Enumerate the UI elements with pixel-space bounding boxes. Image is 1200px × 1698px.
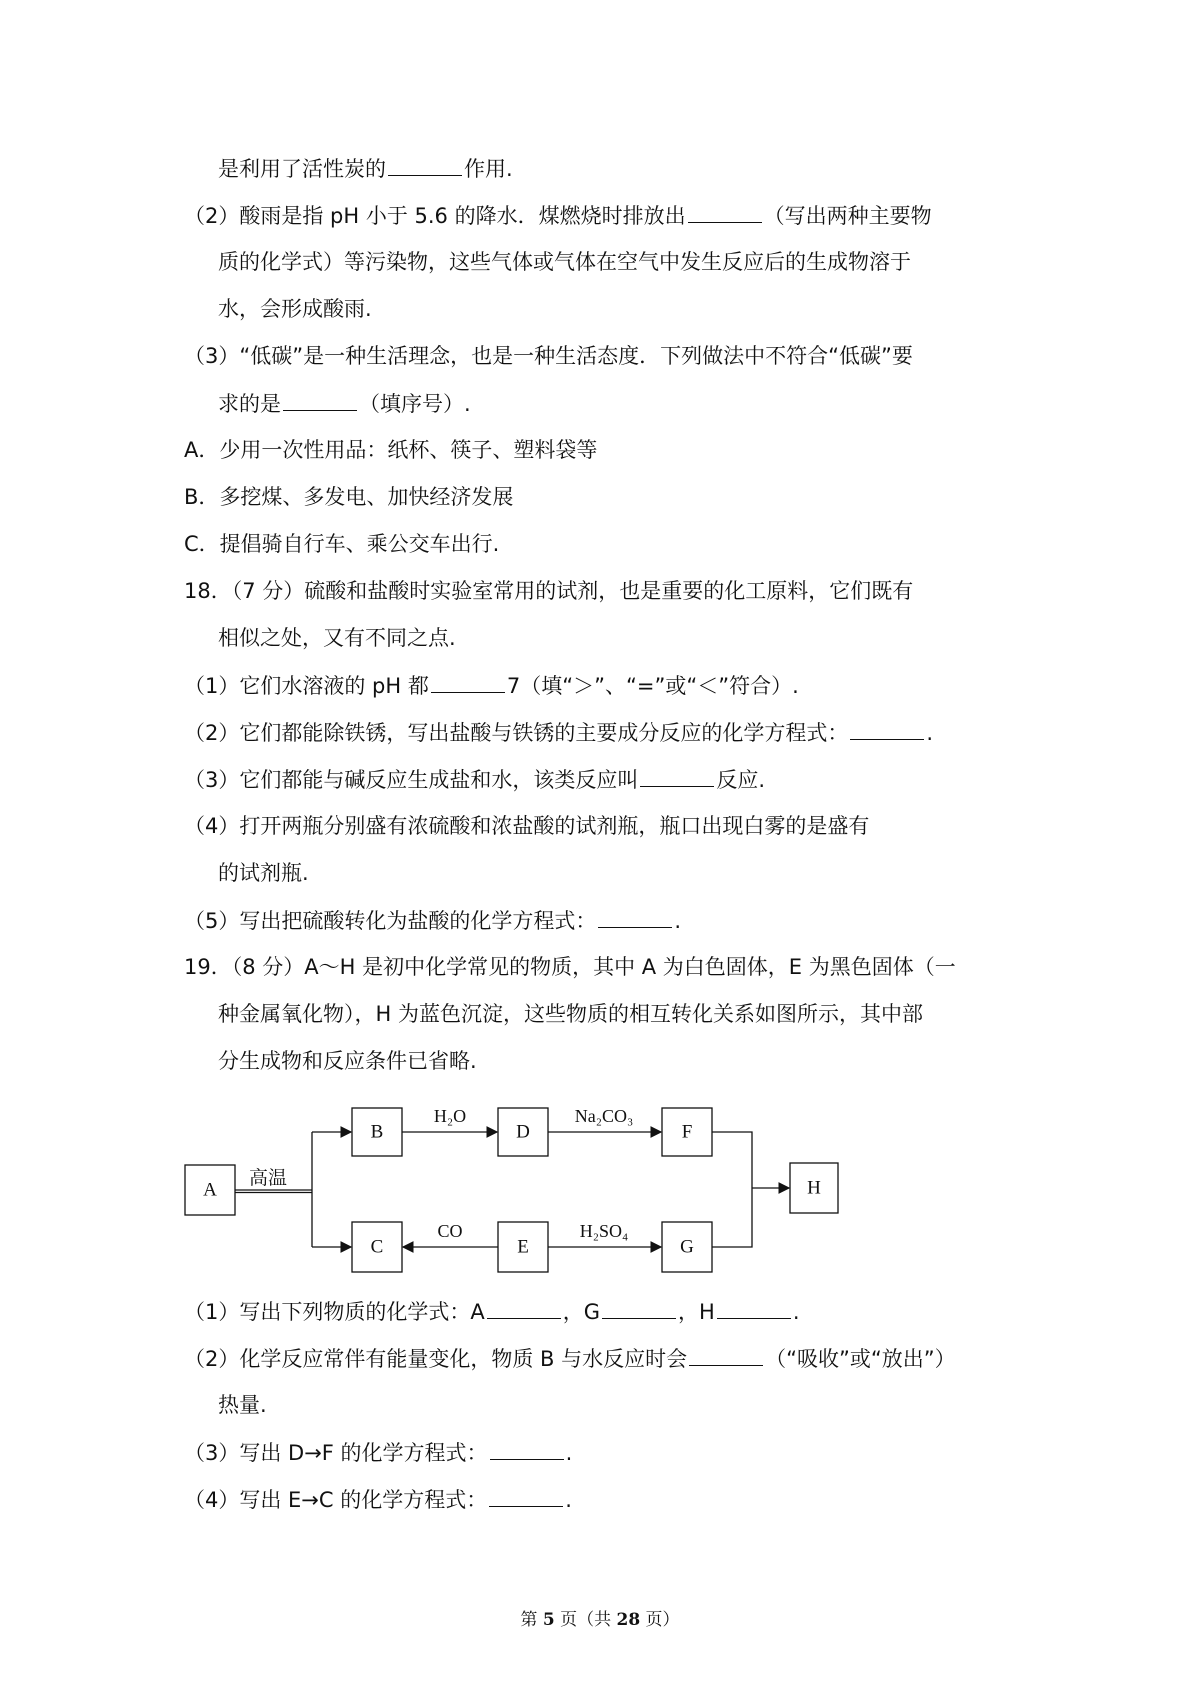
answer-blank[interactable] [283, 388, 357, 411]
text-line: 相似之处，又有不同之点. [218, 626, 456, 650]
text-line: 热量. [218, 1393, 267, 1417]
text-line: 质的化学式）等污染物，这些气体或气体在空气中发生反应后的生成物溶于 [218, 250, 911, 274]
answer-blank[interactable] [487, 1296, 561, 1319]
reagent-label-h2o: H₂O [433, 1106, 467, 1126]
text-line: 是利用了活性炭的 作用. [218, 153, 513, 184]
reagent-label-h2so4: H₂SO₄ [579, 1221, 629, 1241]
box-a-label: A [203, 1179, 217, 1201]
question-19-1: （1）写出下列物质的化学式：A ，G ，H . [184, 1296, 800, 1327]
option-b: B．多挖煤、多发电、加快经济发展 [184, 485, 514, 509]
box-g-label: G [680, 1236, 694, 1258]
condition-label: 高温 [248, 1167, 288, 1189]
question-19-2: （2）化学反应常伴有能量变化，物质 B 与水反应时会 （“吸收”或“放出”） [184, 1343, 956, 1374]
answer-blank[interactable] [490, 1437, 564, 1460]
option-c: C．提倡骑自行车、乘公交车出行. [184, 532, 500, 556]
box-c-label: C [370, 1236, 384, 1258]
reagent-label-na2co3: Na₂CO₃ [574, 1106, 634, 1126]
answer-blank[interactable] [717, 1296, 791, 1319]
question-18-2: （2）它们都能除铁锈，写出盐酸与铁锈的主要成分反应的化学方程式： . [184, 717, 933, 748]
question-18-stem: 18．（7 分）硫酸和盐酸时实验室常用的试剂，也是重要的化工原料，它们既有 [184, 579, 914, 603]
box-h-label: H [807, 1177, 821, 1199]
answer-blank[interactable] [431, 670, 505, 693]
question-19-3: （3）写出 D→F 的化学方程式： . [184, 1437, 572, 1468]
question-18-3: （3）它们都能与碱反应生成盐和水，该类反应叫 反应. [184, 764, 765, 795]
answer-blank[interactable] [598, 905, 672, 928]
option-a: A．少用一次性用品：纸杯、筷子、塑料袋等 [184, 438, 598, 462]
page-number: 5 [542, 1610, 555, 1630]
question-18-5: （5）写出把硫酸转化为盐酸的化学方程式： . [184, 905, 681, 936]
answer-blank[interactable] [689, 1343, 763, 1366]
text-line: 的试剂瓶. [218, 861, 309, 885]
answer-blank[interactable] [640, 764, 714, 787]
text-line: 种金属氧化物），H 为蓝色沉淀，这些物质的相互转化关系如图所示，其中部 [218, 1002, 923, 1026]
box-e-label: E [517, 1236, 529, 1258]
reaction-flow-diagram [180, 1090, 840, 1290]
text-line: 分生成物和反应条件已省略. [218, 1049, 477, 1073]
text-line: 水，会形成酸雨. [218, 297, 372, 321]
total-pages: 28 [616, 1610, 641, 1630]
answer-blank[interactable] [602, 1296, 676, 1319]
box-d-label: D [516, 1121, 530, 1143]
page-footer: 第 5 页（共 28 页） [520, 1610, 680, 1630]
question-17-3: （3）“低碳”是一种生活理念，也是一种生活态度．下列做法中不符合“低碳”要 [184, 344, 913, 368]
question-17-2: （2）酸雨是指 pH 小于 5.6 的降水．煤燃烧时排放出 （写出两种主要物 [184, 200, 932, 231]
answer-blank[interactable] [489, 1484, 563, 1507]
question-18-1: （1）它们水溶液的 pH 都 7（填“＞”、“=”或“＜”符合）. [184, 670, 799, 701]
box-b-label: B [370, 1121, 384, 1143]
box-f-label: F [681, 1121, 693, 1143]
text-line: 求的是 （填序号）. [218, 388, 471, 419]
answer-blank[interactable] [850, 717, 924, 740]
question-18-4: （4）打开两瓶分别盛有浓硫酸和浓盐酸的试剂瓶，瓶口出现白雾的是盛有 [184, 814, 870, 838]
answer-blank[interactable] [688, 200, 762, 223]
question-19-4: （4）写出 E→C 的化学方程式： . [184, 1484, 572, 1515]
answer-blank[interactable] [388, 153, 462, 176]
reagent-label-co: CO [437, 1221, 463, 1241]
question-19-stem: 19．（8 分）A～H 是初中化学常见的物质，其中 A 为白色固体，E 为黑色固体（一 [184, 955, 956, 979]
